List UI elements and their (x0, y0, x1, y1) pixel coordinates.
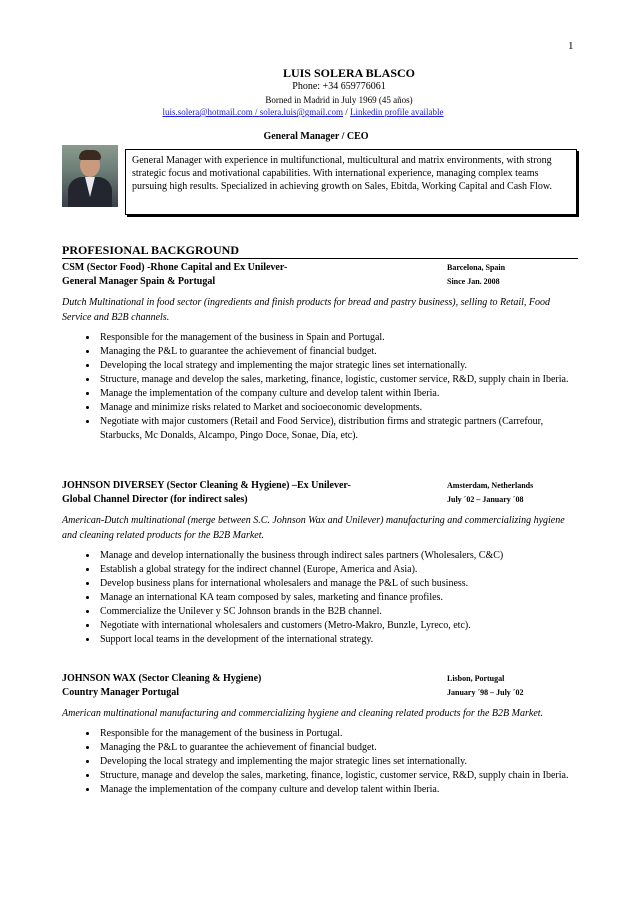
job-bullets (62, 727, 578, 797)
list-item: • Managing the P&L to guarantee the achievement of financial budget. (98, 741, 578, 755)
job-dates: Since Jan. 2008 (447, 277, 500, 286)
job-title: General Manager Spain & Portugal (62, 276, 216, 287)
summary-box: General Manager with experience in multifunctional, multicultural and matrix environments, with strong strategic focus and motivational capabilities. With international experience, managing complex teams pursuing high results. Specialized in achieving growth on Sales, Ebitda, Working Capital and Cash Flow. (125, 149, 577, 215)
job-description: American multinational manufacturing and commercializing hygiene and cleaning related products for the B2B Market. (62, 708, 544, 719)
list-item: • Manage the implementation of the company culture and develop talent within Iberia. (98, 783, 578, 797)
list-item: • Negotiate with international wholesalers and customers (Metro-Makro, Bunzle, Lyreco, etc). (98, 619, 578, 633)
list-item: • Support local teams in the development of the international strategy. (98, 633, 578, 647)
list-item: • Negotiate with major customers (Retail and Food Service), distribution firms and strategic partners (Carrefour, Starbucks, Mc Donalds, Alcampo, Pingo Doce, Sonae, Día, etc). (98, 415, 578, 443)
list-item: • Commercialize the Unilever y SC Johnson brands in the B2B channel. (98, 605, 578, 619)
phone-number: Phone: +34 659776061 (292, 81, 386, 92)
list-item: • Develop business plans for international wholesalers and manage the P&L of such business. (98, 577, 578, 591)
separator-2: / (343, 107, 351, 117)
job-dates: January ´98 – July ´02 (447, 688, 524, 697)
list-item: • Manage an international KA team composed by sales, marketing and finance profiles. (98, 591, 578, 605)
email-gmail-link[interactable]: solera.luis@gmail.com (259, 107, 344, 117)
job-title: Global Channel Director (for indirect sales) (62, 494, 248, 505)
job-dates: July ´02 – January ´08 (447, 495, 524, 504)
contact-links (0, 107, 622, 117)
current-role: General Manager / CEO (263, 131, 369, 142)
job-description: Dutch Multinational in food sector (ingredients and finish products for bread and pastry business), selling to Retail, Food Service and B2B channels. (62, 297, 551, 323)
job-location: Lisbon, Portugal (447, 674, 505, 683)
email-hotmail-link[interactable]: luis.solera@hotmail.com (162, 107, 253, 117)
list-item: • Developing the local strategy and implementing the major strategic lines set internationally. (98, 755, 578, 769)
list-item: • Structure, manage and develop the sales, marketing, finance, logistic, customer service, R&D, supply chain in Iberia. (98, 769, 578, 783)
page-number: 1 (568, 40, 574, 52)
job-description: American-Dutch multinational (merge between S.C. Johnson Wax and Unilever) manufacturing and commercializing hygiene and cleaning related products for the B2B Market. (62, 515, 565, 541)
job-bullets (62, 331, 578, 443)
list-item: • Managing the P&L to guarantee the achievement of financial budget. (98, 345, 578, 359)
candidate-name: LUIS SOLERA BLASCO (282, 66, 416, 80)
list-item: • Manage the implementation of the company culture and develop talent within Iberia. (98, 387, 578, 401)
section-title: PROFESIONAL BACKGROUND (62, 242, 578, 259)
list-item: • Structure, manage and develop the sales, marketing, finance, logistic, customer service, R&D, supply chain in Iberia. (98, 373, 578, 387)
birth-info: Borned in Madrid in July 1969 (45 años) (265, 95, 413, 105)
list-item: • Manage and minimize risks related to Market and socioeconomic developments. (98, 401, 578, 415)
separator-1[interactable]: / (252, 107, 260, 117)
job-entry (62, 262, 578, 443)
list-item: • Developing the local strategy and implementing the major strategic lines set internationally. (98, 359, 578, 373)
job-title: Country Manager Portugal (62, 687, 180, 698)
list-item: • Responsible for the management of the business in Portugal. (98, 727, 578, 741)
list-item: • Responsible for the management of the business in Spain and Portugal. (98, 331, 578, 345)
list-item: • Establish a global strategy for the indirect channel (Europe, America and Asia). (98, 563, 578, 577)
job-location: Barcelona, Spain (447, 263, 506, 272)
job-entry (62, 673, 578, 797)
list-item: • Manage and develop internationally the business through indirect sales partners (Wholesalers, C&C) (98, 549, 578, 563)
job-company: CSM (Sector Food) -Rhone Capital and Ex Unilever- (62, 262, 288, 273)
job-entry (62, 480, 578, 647)
linkedin-link[interactable]: Linkedin profile available (350, 107, 444, 117)
job-bullets (62, 549, 578, 647)
profile-photo (62, 145, 118, 207)
job-company: JOHNSON WAX (Sector Cleaning & Hygiene) (62, 673, 262, 684)
job-location: Amsterdam, Netherlands (447, 481, 534, 490)
job-company: JOHNSON DIVERSEY (Sector Cleaning & Hygiene) –Ex Unilever- (62, 480, 351, 491)
